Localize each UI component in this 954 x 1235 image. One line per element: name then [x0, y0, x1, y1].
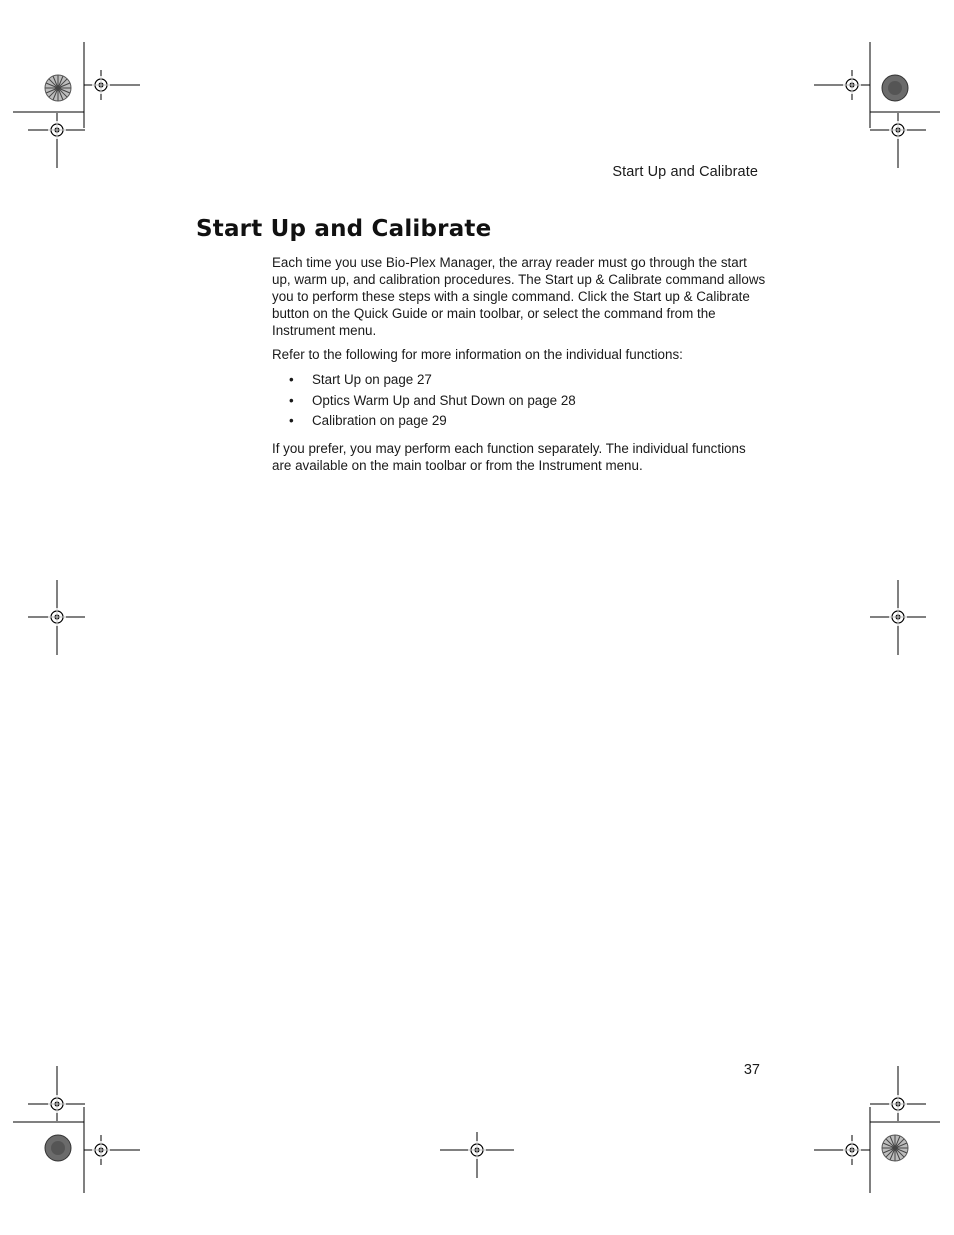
function-list [272, 370, 767, 432]
section-title: Start Up and Calibrate [196, 216, 492, 242]
list-item-text: Calibration on page 29 [312, 413, 447, 428]
bullet-icon: • [289, 413, 294, 428]
list-item [272, 370, 767, 391]
list-item [272, 391, 767, 412]
page-number: 37 [743, 1062, 760, 1078]
bullet-icon: • [289, 372, 294, 387]
list-item-text: Optics Warm Up and Shut Down on page 28 [312, 392, 576, 408]
refer-paragraph: Refer to the following for more information on the individual functions: [272, 347, 683, 362]
closing-paragraph: If you prefer, you may perform each function separately. The individual functions are available on the main toolbar or from the Instrument menu. [272, 440, 746, 473]
list-item [272, 411, 767, 432]
list-item-text: Start Up on page 27 [312, 372, 432, 387]
intro-paragraph: Each time you use Bio-Plex Manager, the array reader must go through the start up, warm up, and calibration procedures. The Start up & Calibrate command allows you to perform these steps with a single command. Click the Start up & Calibrate button on the Quick Guide or main toolbar, or select the command from the Instrument menu. [272, 255, 766, 338]
running-header: Start Up and Calibrate [612, 164, 758, 180]
bullet-icon: • [289, 392, 294, 408]
section-body [272, 254, 767, 481]
